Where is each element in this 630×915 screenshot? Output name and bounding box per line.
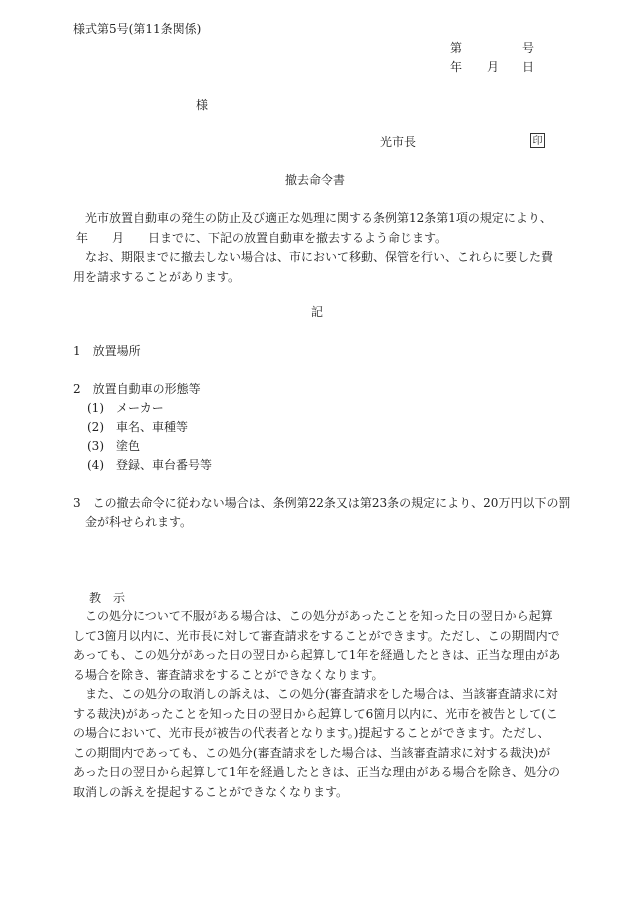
item-1: 1 放置場所 (73, 344, 141, 358)
body-line: 用を請求することがあります。 (73, 269, 241, 284)
instruction-line: あっても、この処分があった日の翌日から起算して1年を経過したときは、正当な理由があ (73, 648, 561, 662)
body-paragraph (73, 209, 553, 287)
body-line: なお、期限までに撤去しない場合は、市において移動、保管を行い、これらに要した費 (85, 250, 554, 264)
document-number-prefix: 第 (450, 41, 463, 55)
document-title: 撤去命令書 (285, 173, 346, 187)
instruction-line: あった日の翌日から起算して1年を経過したときは、正当な理由がある場合を除き、処分の (73, 765, 561, 779)
instruction-line: して3箇月以内に、光市長に対して審査請求をすることができます。ただし、この期間内で (73, 628, 560, 643)
item-2: 2 放置自動車の形態等 (73, 382, 201, 396)
body-line: 光市放置自動車の発生の防止及び適正な処理に関する条例第12条第1項の規定により、 (85, 211, 552, 225)
item-3-line-1: 3 この撤去命令に従わない場合は、条例第22条又は第23条の規定により、20万円以下の罰 (73, 496, 571, 510)
document-number-suffix: 号 (522, 41, 535, 55)
sub-item-1: (1) メーカー (87, 401, 164, 415)
sub-item-4: (4) 登録、車台番号等 (87, 458, 212, 472)
instruction-line: る場合を除き、審査請求をすることができなくなります。 (73, 667, 384, 682)
date-day: 日 (522, 60, 535, 74)
date-year: 年 (450, 60, 463, 74)
instruction-line: この処分について不服がある場合は、この処分があったことを知った日の翌日から起算 (85, 609, 553, 623)
sub-item-3: (3) 塗色 (87, 439, 140, 453)
instruction-line: 取消しの訴えを提起することができなくなります。 (73, 784, 349, 799)
body-line: 年 月 日までに、下記の放置自動車を撤去するよう命じます。 (76, 230, 448, 245)
instruction-line: の場合において、光市長が被告の代表者となります。)提起することができます。ただし、 (73, 726, 550, 740)
date-month: 月 (487, 60, 500, 74)
sub-item-2: (2) 車名、車種等 (87, 420, 188, 434)
instruction-line: この期間内であっても、この処分(審査請求をした場合は、当該審査請求に対する裁決)が (73, 745, 551, 760)
instruction-line: する裁決)があったことを知った日の翌日から起算して6箇月以内に、光市を被告として(こ (73, 706, 558, 721)
instruction-body (73, 607, 561, 802)
addressee-suffix: 様 (196, 98, 209, 112)
instruction-line: また、この処分の取消しの訴えは、この処分(審査請求をした場合は、当該審査請求に対 (85, 687, 558, 701)
issuer: 光市長 (380, 135, 417, 149)
item-3-line-2: 金が科せられます。 (85, 515, 193, 529)
ki-heading: 記 (311, 305, 324, 319)
instruction-heading: 教 示 (89, 591, 126, 605)
seal-mark: 印 (530, 133, 545, 148)
form-number: 様式第5号(第11条関係) (73, 22, 202, 36)
